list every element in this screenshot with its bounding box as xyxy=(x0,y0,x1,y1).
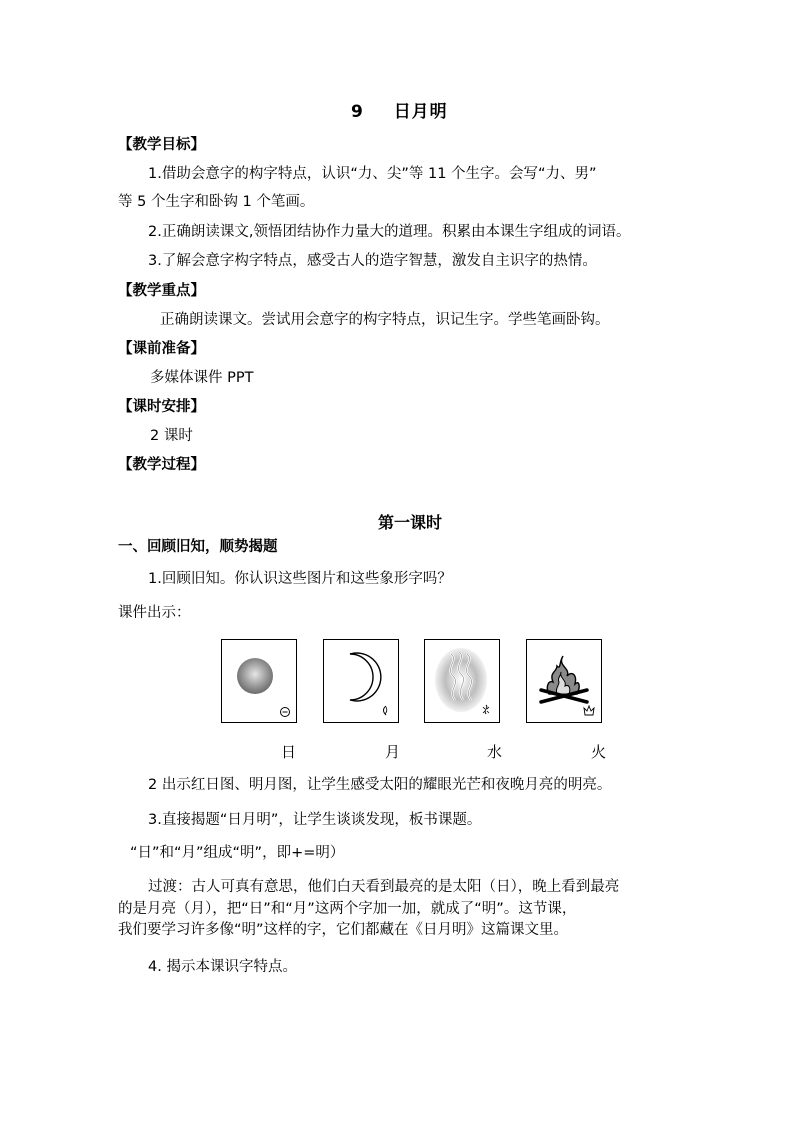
key-points-text: 正确朗读课文。尝试用会意字的构字特点，识记生字。学些笔画卧钩。 xyxy=(160,312,610,328)
transition-line-1: 过渡：古人可真有意思，他们白天看到最亮的是太阳（日），晚上看到最亮 xyxy=(148,879,620,895)
moon-picture xyxy=(323,639,399,723)
page-title xyxy=(351,102,448,122)
formula-text: “日”和“月”组成“明”，即+=明） xyxy=(130,845,345,861)
step1-text: 1.回顾旧知。你认识这些图片和这些象形字吗？ xyxy=(148,571,452,587)
water-icon xyxy=(425,640,499,722)
goals-header: 【教学目标】 xyxy=(118,137,205,153)
step2-text: 2 出示红日图、明月图，让学生感受太阳的耀眼光芒和夜晚月亮的明亮。 xyxy=(148,777,612,793)
transition-line-2: 的是月亮（月），把“日”和“月”这两个字加一加，就成了“明”。这节课， xyxy=(118,901,577,917)
title-text: 日月明 xyxy=(393,102,448,122)
fire-picture xyxy=(526,639,602,723)
step4-text: 4. 揭示本课识字特点。 xyxy=(148,959,297,975)
caption-moon: 月 xyxy=(385,743,401,761)
sun-icon xyxy=(222,640,296,722)
preparation-header: 【课前准备】 xyxy=(118,341,205,357)
schedule-text: 2 课时 xyxy=(150,428,193,444)
part1-heading: 一、回顾旧知，顺势揭题 xyxy=(118,539,278,555)
water-picture xyxy=(424,639,500,723)
goal-line-2: 等 5 个生字和卧钩 1 个笔画。 xyxy=(118,194,315,210)
moon-icon xyxy=(324,640,398,722)
key-points-header: 【教学重点】 xyxy=(118,283,205,299)
schedule-header: 【课时安排】 xyxy=(118,399,205,415)
goal-line-1: 1.借助会意字的构字特点，认识“力、尖”等 11 个生字。会写“力、男” xyxy=(148,166,597,182)
goal-line-4: 3.了解会意字构字特点，感受古人的造字智慧，激发自主识字的热情。 xyxy=(148,253,597,269)
transition-line-3: 我们要学习许多像“明”这样的字，它们都藏在《日月明》这篇课文里。 xyxy=(118,922,569,938)
preparation-text: 多媒体课件 PPT xyxy=(150,370,254,386)
lesson1-title: 第一课时 xyxy=(378,513,443,532)
step3-text: 3.直接揭题“日月明”，让学生谈谈发现，板书课题。 xyxy=(148,812,482,828)
courseware-label: 课件出示： xyxy=(118,605,191,621)
process-header: 【教学过程】 xyxy=(118,457,205,473)
caption-fire: 火 xyxy=(591,743,607,761)
sun-picture xyxy=(221,639,297,723)
caption-sun: 日 xyxy=(281,743,297,761)
title-number: 9 xyxy=(351,102,364,122)
goal-line-3: 2.正确朗读课文,领悟团结协作力量大的道理。积累由本课生字组成的词语。 xyxy=(148,224,631,240)
caption-water: 水 xyxy=(487,743,503,761)
fire-icon xyxy=(527,640,601,722)
